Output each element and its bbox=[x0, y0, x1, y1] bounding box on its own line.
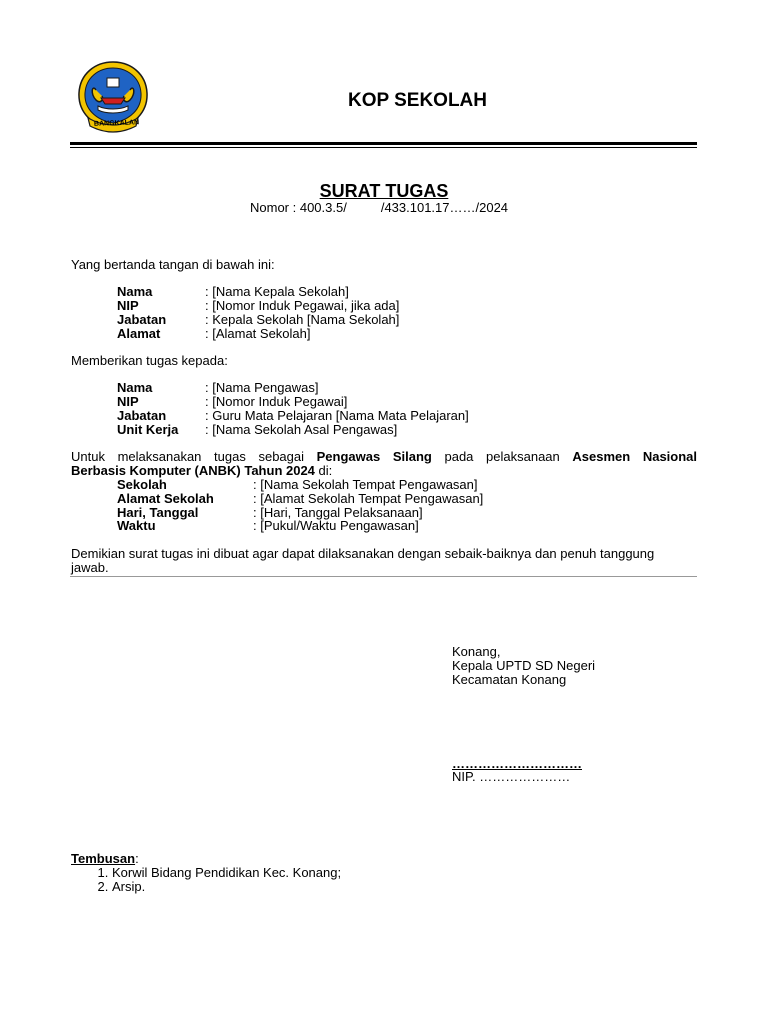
letterhead-rule-thick bbox=[70, 142, 697, 145]
bangkalan-logo bbox=[76, 60, 150, 136]
signer-value: : [Alamat Sekolah] bbox=[205, 326, 311, 341]
assignee-label: Unit Kerja bbox=[117, 422, 179, 437]
assignee-label: Jabatan bbox=[117, 408, 167, 423]
cc-list bbox=[71, 866, 341, 894]
signature-place: Konang, bbox=[452, 644, 501, 659]
letter-title: SURAT TUGAS bbox=[319, 181, 449, 201]
cc-label: Tembusan bbox=[71, 851, 136, 866]
task-text: Untuk melaksanakan tugas sebagai bbox=[71, 449, 317, 464]
assignee-label: Nama bbox=[117, 380, 153, 395]
location-value: : [Alamat Sekolah Tempat Pengawasan] bbox=[253, 491, 484, 506]
assignee-label: NIP bbox=[117, 394, 139, 409]
signature-nip: NIP. ………………… bbox=[452, 769, 571, 784]
location-value: : [Hari, Tanggal Pelaksanaan] bbox=[253, 505, 423, 520]
task-text: di: bbox=[314, 463, 333, 478]
task-event: Asesmen Nasional bbox=[572, 449, 698, 464]
signer-label: Alamat bbox=[117, 326, 161, 341]
signer-label: NIP bbox=[117, 298, 139, 313]
closing-line-1: Demikian surat tugas ini dibuat agar dapat dilaksanakan dengan sebaik-baiknya dan penuh tanggung bbox=[71, 546, 655, 561]
letter-number bbox=[250, 201, 508, 215]
signer-value: : [Nama Kepala Sekolah] bbox=[205, 284, 349, 299]
closing-line-2: jawab. bbox=[71, 560, 109, 575]
signature-position-1: Kepala UPTD SD Negeri bbox=[452, 658, 596, 673]
intro-text: Yang bertanda tangan di bawah ini: bbox=[71, 257, 275, 272]
location-label: Hari, Tanggal bbox=[117, 505, 199, 520]
closing-divider bbox=[70, 576, 697, 577]
task-line-2 bbox=[71, 463, 332, 478]
signer-value: : Kepala Sekolah [Nama Sekolah] bbox=[205, 312, 400, 327]
letterhead-rule-thin bbox=[70, 147, 697, 148]
task-line-1 bbox=[71, 450, 697, 464]
location-label: Sekolah bbox=[117, 477, 167, 492]
number-suffix: /433.101.17……/2024 bbox=[380, 200, 509, 215]
task-text: pada pelaksanaan bbox=[431, 449, 573, 464]
assignee-value: : [Nomor Induk Pegawai] bbox=[205, 394, 348, 409]
signer-label: Jabatan bbox=[117, 312, 167, 327]
signer-label: Nama bbox=[117, 284, 153, 299]
task-paragraph bbox=[71, 450, 697, 478]
location-label: Waktu bbox=[117, 518, 156, 533]
task-event-cont: Berbasis Komputer (ANBK) Tahun 2024 bbox=[71, 463, 315, 478]
cc-colon: : bbox=[135, 851, 139, 866]
cc-item: 1. Korwil Bidang Pendidikan Kec. Konang; bbox=[112, 866, 341, 880]
signer-value: : [Nomor Induk Pegawai, jika ada] bbox=[205, 298, 400, 313]
assign-intro-text: Memberikan tugas kepada: bbox=[71, 353, 228, 368]
cc-item: 2. Arsip. bbox=[112, 880, 341, 894]
number-label: Nomor : 400.3.5/ bbox=[250, 200, 347, 215]
signature-position-2: Kecamatan Konang bbox=[452, 672, 567, 687]
task-role: Pengawas Silang bbox=[316, 449, 432, 464]
assignee-value: : [Nama Pengawas] bbox=[205, 380, 319, 395]
signature-name: ………………………… bbox=[452, 756, 582, 771]
logo-banner-text: BANGKALAN bbox=[93, 119, 140, 128]
assignee-value: : [Nama Sekolah Asal Pengawas] bbox=[205, 422, 398, 437]
location-label: Alamat Sekolah bbox=[117, 491, 214, 506]
location-value: : [Nama Sekolah Tempat Pengawasan] bbox=[253, 477, 478, 492]
letterhead-title: KOP SEKOLAH bbox=[348, 90, 488, 111]
cc-heading bbox=[71, 852, 139, 866]
assignee-value: : Guru Mata Pelajaran [Nama Mata Pelajaran] bbox=[205, 408, 469, 423]
location-value: : [Pukul/Waktu Pengawasan] bbox=[253, 518, 419, 533]
